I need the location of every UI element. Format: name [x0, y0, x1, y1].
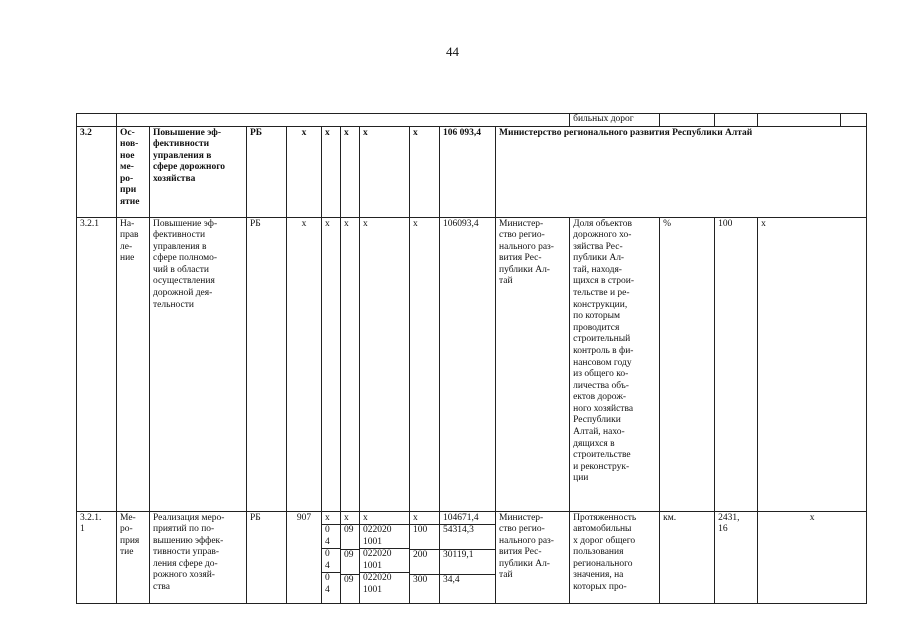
- cell-c2: х: [322, 217, 341, 511]
- cell-c5-stack: [410, 511, 440, 603]
- cell-extra: х: [758, 511, 867, 603]
- cell-budget: РБ: [247, 126, 287, 217]
- cell-c4: х: [360, 126, 410, 217]
- sub-cell: 200: [410, 549, 439, 574]
- cell-top-indicator: бильных дорог: [570, 114, 660, 127]
- program-table: [76, 113, 867, 604]
- cell-c4: х: [360, 217, 410, 511]
- sub-cell: 09: [341, 549, 359, 574]
- sub-cell: 300: [410, 574, 439, 599]
- sub-cell: х: [344, 512, 349, 523]
- sub-cell: 022020 1001: [360, 524, 409, 548]
- cell-executor: Министерство регионального развития Республики Алтай: [496, 126, 867, 217]
- sub-cell: 022020 1001: [360, 548, 409, 572]
- cell-executor: Министер- ство регио- нального раз- вития Рес- публики Ал- тай: [496, 511, 570, 603]
- cell-num: 3.2.1. 1: [77, 511, 117, 603]
- cell-c5: х: [410, 126, 440, 217]
- cell-unit: %: [660, 217, 715, 511]
- table-row: [77, 114, 867, 127]
- cell-c1: х: [287, 217, 322, 511]
- sub-cell: 104671,4: [443, 512, 479, 523]
- cell-c1: х: [287, 126, 322, 217]
- sub-cell: 54314,3: [440, 524, 495, 549]
- sub-cell: 09: [341, 524, 359, 549]
- cell-budget: РБ: [247, 511, 287, 603]
- cell-sum: 106093,4: [440, 217, 496, 511]
- cell-c2-stack: [322, 511, 341, 603]
- cell-name: Повышение эф- фективности управления в сфере дорожного хозяйства: [150, 126, 247, 217]
- cell-indicator: Протяженность автомобильны х дорог общего пользования регионального значения, на которых про-: [570, 511, 660, 603]
- sub-cell: х: [363, 512, 368, 523]
- cell-unit: км.: [660, 511, 715, 603]
- cell-c3: х: [341, 126, 360, 217]
- cell-c5: х: [410, 217, 440, 511]
- sub-cell: 0 4: [322, 548, 340, 572]
- sub-cell: 100: [410, 524, 439, 549]
- table-row: [77, 511, 867, 603]
- cell-name: Реализация меро- приятий по по- вышению эффек- тивности управ- ления сфере до- рожного хозяй- ства: [150, 511, 247, 603]
- cell-type: Ос- нов- ное ме- ро- при ятие: [117, 126, 150, 217]
- cell-budget: РБ: [247, 217, 287, 511]
- table-row: [77, 217, 867, 511]
- cell-c3-stack: [341, 511, 360, 603]
- cell-value: 100: [715, 217, 758, 511]
- sub-cell: 022020 1001: [360, 572, 409, 596]
- cell-type: Ме- ро- прия тие: [117, 511, 150, 603]
- sub-cell: 30119,1: [440, 549, 495, 574]
- cell-name: Повышение эф- фективности управления в сфере полномо- чий в области осуществления дорожной дея- тельности: [150, 217, 247, 511]
- cell-c3: х: [341, 217, 360, 511]
- cell-sum: 106 093,4: [440, 126, 496, 217]
- cell-num: 3.2: [77, 126, 117, 217]
- sub-cell: 0 4: [322, 572, 340, 596]
- sub-cell: 0 4: [322, 524, 340, 548]
- sub-cell: х: [413, 512, 418, 523]
- cell-c4-stack: [360, 511, 410, 603]
- cell-indicator: Доля объектов дорожного хо- зяйства Рес- публики Ал- тай, находя- щихся в строи- тельстве и ре- конструкции, по которым проводится строительный контроль в фи- нансовом году из общего ко- личества объ- ектов дорож- ного хозяйства Республики Алтай, нахо- дящихся в строительстве и реконструк- ции: [570, 217, 660, 511]
- cell-extra: х: [758, 217, 867, 511]
- cell-executor: Министер- ство регио- нального раз- вития Рес- публики Ал- тай: [496, 217, 570, 511]
- sub-cell: 34,4: [440, 574, 495, 599]
- cell-c1: 907: [287, 511, 322, 603]
- table-row: [77, 126, 867, 217]
- page-number: 44: [446, 44, 459, 59]
- sub-cell: 09: [341, 574, 359, 599]
- cell-sum-stack: [440, 511, 496, 603]
- cell-value: 2431, 16: [715, 511, 758, 603]
- sub-cell: х: [325, 512, 330, 523]
- cell-type: На- прав ле- ние: [117, 217, 150, 511]
- cell-c2: х: [322, 126, 341, 217]
- cell-num: 3.2.1: [77, 217, 117, 511]
